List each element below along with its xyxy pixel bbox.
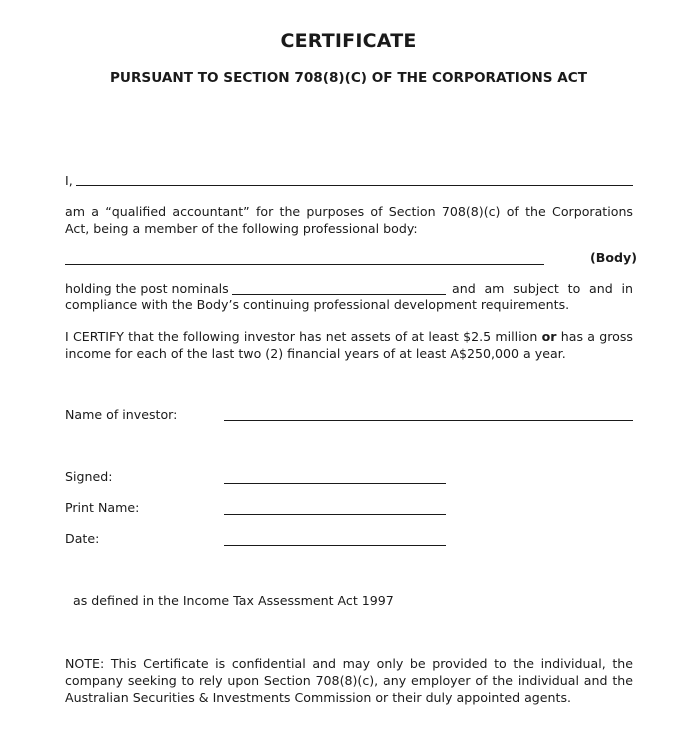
certify-or: or xyxy=(541,329,557,344)
holding-suffix: and am subject to and in xyxy=(452,281,633,296)
certify-paragraph xyxy=(65,328,633,362)
accountant-name-line[interactable] xyxy=(76,185,633,186)
post-nominals-line[interactable] xyxy=(232,294,446,295)
certify-part1: I CERTIFY that the following investor has net assets of at least $2.5 million xyxy=(65,329,542,344)
date-label: Date: xyxy=(65,531,100,546)
body-label: (Body) xyxy=(590,250,637,265)
compliance-text: compliance with the Body’s continuing professional development requirements. xyxy=(65,297,570,312)
qualified-accountant-paragraph: am a “qualified accountant” for the purposes of Section 708(8)(c) of the Corporations Act, being a member of the following professional body: xyxy=(65,204,633,236)
print-name-label: Print Name: xyxy=(65,500,140,515)
certificate-title: CERTIFICATE xyxy=(280,30,417,52)
investor-name-label: Name of investor: xyxy=(65,407,178,422)
confidential-note: NOTE: This Certificate is confidential and may only be provided to the individual, the company seeking to rely upon Section 708(8)(c), any employer of the individual and the Australian Securities & Investments Commission or their duly appointed agents. xyxy=(65,656,633,705)
signed-line[interactable] xyxy=(224,483,446,484)
i-prefix: I, xyxy=(65,173,73,188)
footnote: as defined in the Income Tax Assessment Act 1997 xyxy=(73,593,394,608)
certificate-subtitle: PURSUANT TO SECTION 708(8)(C) OF THE CORPORATIONS ACT xyxy=(109,70,588,86)
signed-label: Signed: xyxy=(65,469,113,484)
print-name-line[interactable] xyxy=(224,514,446,515)
investor-name-line[interactable] xyxy=(224,420,633,421)
date-line[interactable] xyxy=(224,545,446,546)
certify-part2: has a gross income for each of the last two (2) financial years of at least A$250,000 a year. xyxy=(65,329,633,361)
holding-prefix: holding the post nominals xyxy=(65,281,229,296)
professional-body-line[interactable] xyxy=(65,264,544,265)
